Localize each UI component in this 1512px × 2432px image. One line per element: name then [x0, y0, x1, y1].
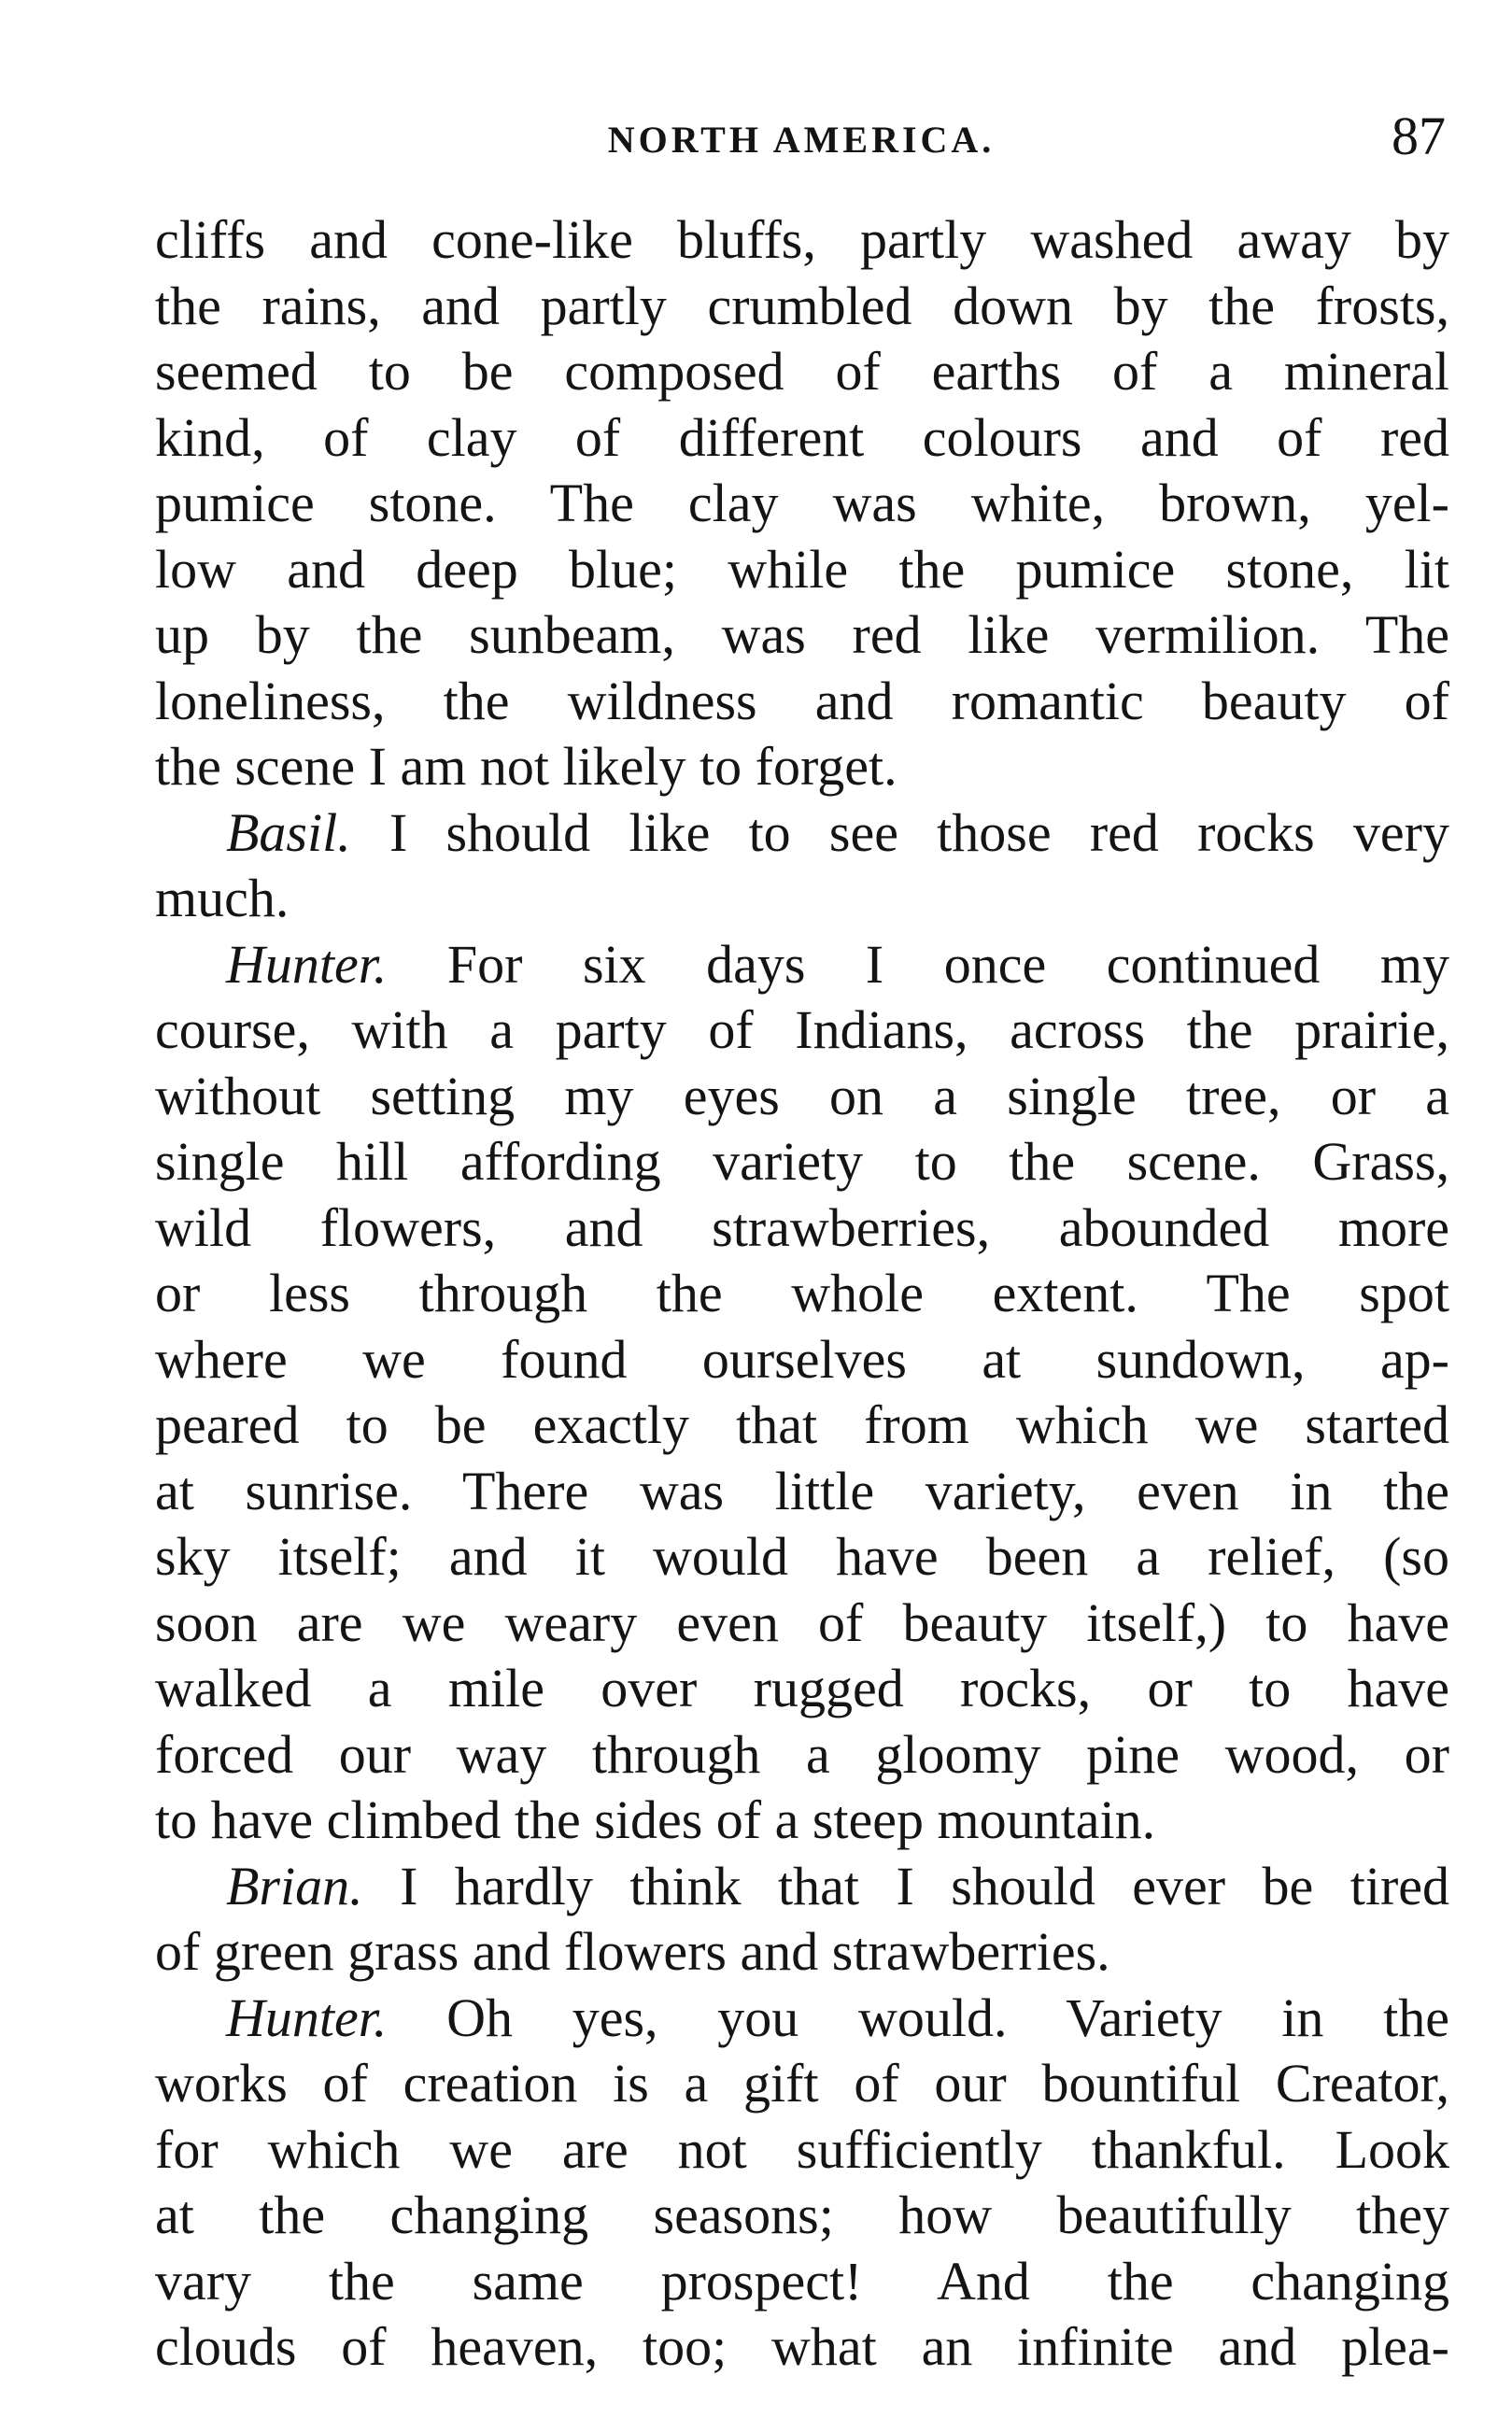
text-line: without setting my eyes on a single tree, or a: [155, 1065, 1449, 1126]
line-text: I should like to see those red rocks very: [389, 801, 1449, 863]
text-line: course, with a party of Indians, across the prairie,: [155, 999, 1449, 1060]
paragraph: [155, 1986, 1449, 2381]
text-line: at the changing seasons; how beautifully they: [155, 2185, 1449, 2245]
text-line: forced our way through a gloomy pine wood, or: [155, 1723, 1449, 1785]
paragraph: [155, 800, 1449, 932]
line-text: Oh yes, you would. Variety in the: [446, 1987, 1449, 2048]
text-line: wild flowers, and strawberries, abounded more: [155, 1196, 1449, 1258]
text-line: sky itself; and it would have been a relief, (so: [155, 1526, 1449, 1587]
paragraph: [155, 207, 1449, 800]
page-header: [157, 105, 1446, 179]
speaker-name: Hunter.: [226, 933, 388, 995]
line-text: For six days I once continued my: [446, 933, 1450, 995]
speaker-name: Hunter.: [226, 1987, 388, 2048]
text-line: to have climbed the sides of a steep mountain.: [155, 1789, 1156, 1850]
text-line: [155, 1854, 1449, 1920]
text-line: or less through the whole extent. The spot: [155, 1263, 1449, 1323]
text-line: single hill affording variety to the scene. Grass,: [155, 1131, 1449, 1192]
text-line: of green grass and flowers and strawberries.: [155, 1921, 1110, 1982]
text-line: loneliness, the wildness and romantic beauty of: [155, 670, 1449, 731]
text-line: vary the same prospect! And the changing: [155, 2250, 1449, 2312]
line-text: I hardly think that I should ever be tired: [400, 1855, 1449, 1916]
text-line: at sunrise. There was little variety, even in the: [155, 1460, 1449, 1521]
text-line: the rains, and partly crumbled down by the frosts,: [155, 275, 1449, 336]
text-line: walked a mile over rugged rocks, or to have: [155, 1658, 1449, 1718]
text-line: [155, 800, 1449, 867]
running-head: NORTH AMERICA.: [607, 119, 996, 161]
text-line: [155, 932, 1449, 998]
text-line: pumice stone. The clay was white, brown, yel-: [155, 473, 1449, 533]
text-line: much.: [155, 868, 290, 928]
page-number: 87: [1392, 106, 1446, 166]
text-line: soon are we weary even of beauty itself,) to have: [155, 1591, 1449, 1653]
text-line: up by the sunbeam, was red like vermilion. The: [155, 604, 1449, 665]
text-line: kind, of clay of different colours and of red: [155, 406, 1449, 468]
text-line: low and deep blue; while the pumice stone, lit: [155, 538, 1449, 600]
text-line: for which we are not sufficiently thankful. Look: [155, 2118, 1449, 2180]
text-line: the scene I am not likely to forget.: [155, 736, 897, 797]
text-line: where we found ourselves at sundown, ap-: [155, 1328, 1449, 1390]
text-line: [155, 1986, 1449, 2052]
text-line: cliffs and cone-like bluffs, partly washed away by: [155, 209, 1449, 270]
text-line: peared to be exactly that from which we started: [155, 1394, 1449, 1455]
text-line: clouds of heaven, too; what an infinite and plea-: [155, 2316, 1449, 2377]
text-line: seemed to be composed of earths of a mineral: [155, 341, 1449, 402]
paragraph: [155, 1854, 1449, 1986]
body-text: [155, 207, 1449, 2381]
speaker-name: Basil.: [226, 801, 351, 863]
speaker-name: Brian.: [226, 1855, 363, 1916]
text-line: works of creation is a gift of our bountiful Creator,: [155, 2053, 1449, 2114]
paragraph: [155, 932, 1449, 1854]
